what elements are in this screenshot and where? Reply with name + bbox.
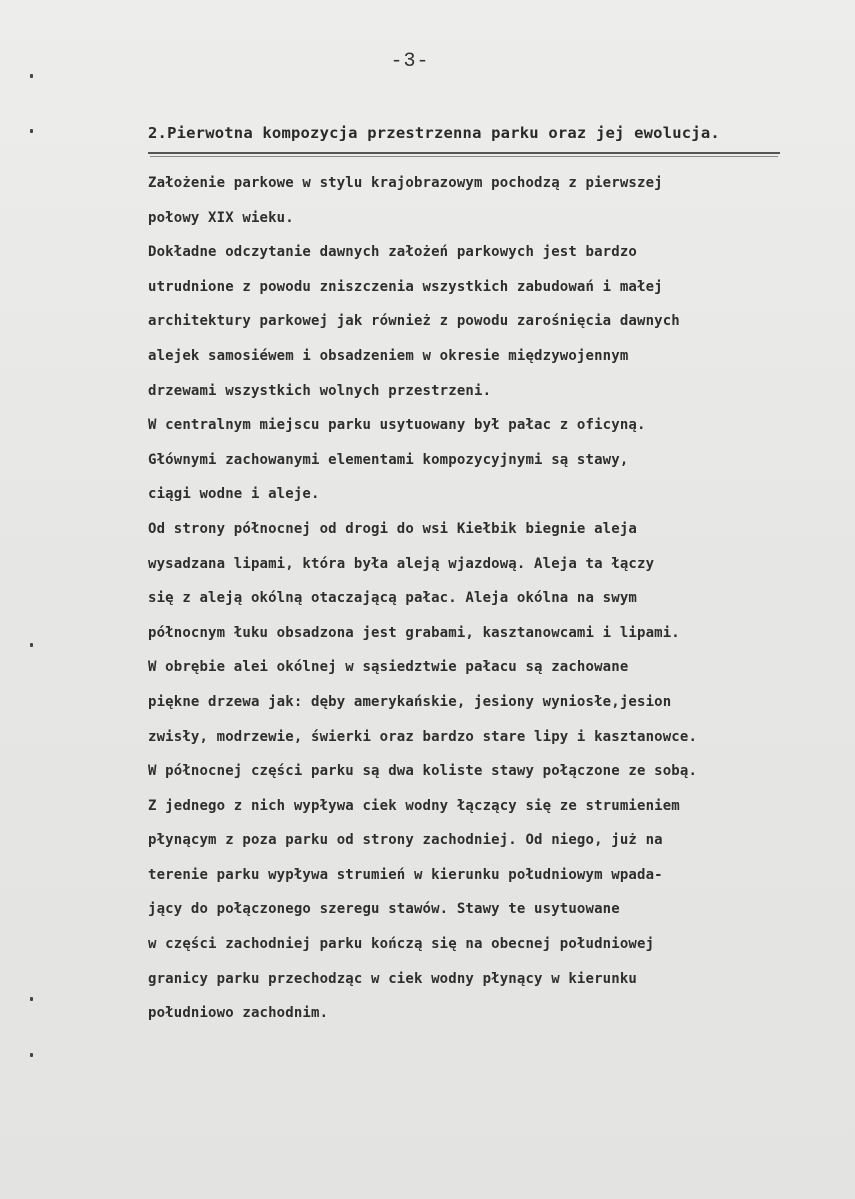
text-line: architektury parkowej jak również z powodu zarośnięcia dawnych [148,313,680,330]
text-line: Założenie parkowe w stylu krajobrazowym pochodzą z pierwszej [148,175,663,191]
page-number: -3- [390,50,430,73]
margin-mark [30,997,33,1001]
text-line: zwisły, modrzewie, świerki oraz bardzo stare lipy i kasztanowce. [148,728,698,745]
heading-underline-secondary [150,156,778,157]
margin-mark [30,1053,33,1057]
text-line: W centralnym miejscu parku usytuowany był pałac z oficyną. [148,417,646,434]
heading-underline [148,152,780,154]
text-line: Z jednego z nich wypływa ciek wodny łączący się ze strumieniem [148,797,680,814]
text-line: granicy parku przechodząc w ciek wodny płynący w kierunku [148,970,637,987]
text-line: W północnej części parku są dwa koliste stawy połączone ze sobą. [148,763,698,780]
text-line: jący do połączonego szeregu stawów. Stawy te usytuowane [148,901,620,918]
body-text [148,166,838,1031]
text-line: ciągi wodne i aleje. [148,486,320,503]
margin-mark [30,74,33,78]
text-line: Głównymi zachowanymi elementami kompozycyjnymi są stawy, [148,451,629,468]
text-line: alejek samosiéwem i obsadzeniem w okresie międzywojennym [148,347,629,364]
text-line: piękne drzewa jak: dęby amerykańskie, jesiony wyniosłe,jesion [148,693,672,710]
text-line: drzewami wszystkich wolnych przestrzeni. [148,382,492,399]
text-line: utrudnione z powodu zniszczenia wszystkich zabudowań i małej [148,278,663,295]
text-line: płynącym z poza parku od strony zachodniej. Od niego, już na [148,832,663,849]
text-line: terenie parku wypływa strumień w kierunku południowym wpada- [148,866,663,883]
text-line: Dokładne odczytanie dawnych założeń parkowych jest bardzo [148,244,637,261]
text-line: W obrębie alei okólnej w sąsiedztwie pałacu są zachowane [148,659,629,676]
text-line: południowo zachodnim. [148,1005,329,1022]
text-line: się z aleją okólną otaczającą pałac. Aleja okólna na swym [148,590,637,607]
section-heading: 2.Pierwotna kompozycja przestrzenna parku oraz jej ewolucja. [148,124,720,142]
margin-mark [30,643,33,647]
text-line: północnym łuku obsadzona jest grabami, kasztanowcami i lipami. [148,624,680,641]
text-line: Od strony północnej od drogi do wsi Kiełbik biegnie aleja [148,520,637,537]
text-line: w części zachodniej parku kończą się na obecnej południowej [148,936,655,953]
text-line: wysadzana lipami, która była aleją wjazdową. Aleja ta łączy [148,555,655,572]
margin-mark [30,129,33,133]
text-line: połowy XIX wieku. [148,209,294,226]
